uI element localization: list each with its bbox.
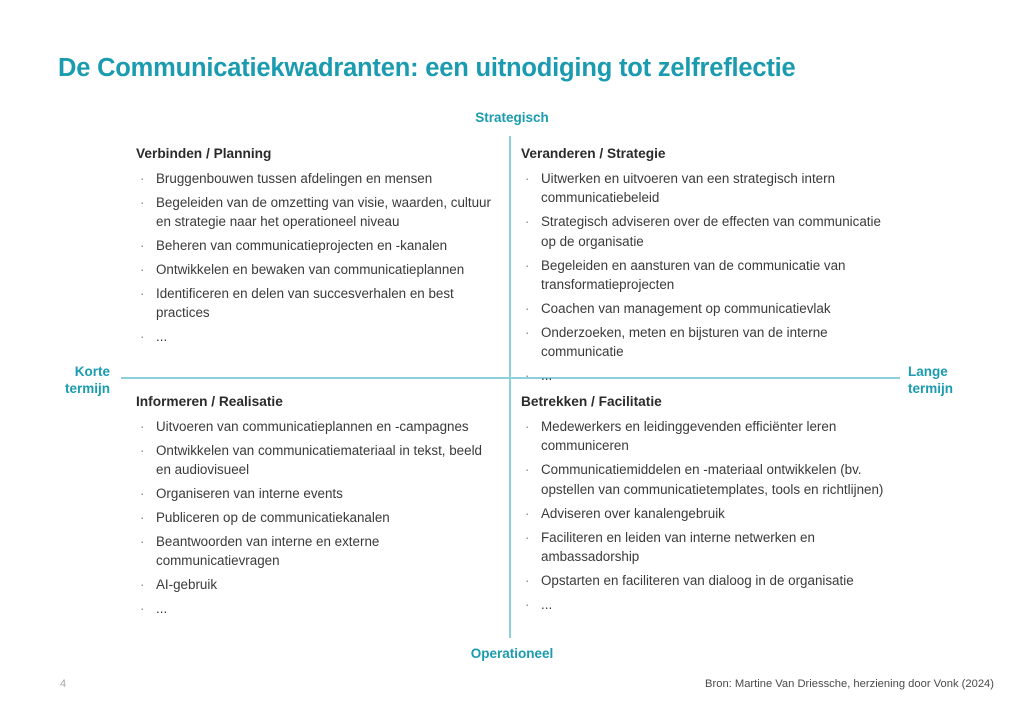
list-item (521, 595, 899, 614)
list-item-label: Faciliteren en leiden van interne netwerken en ambassadorship (541, 529, 815, 564)
list-item-label: Identificeren en delen van succesverhalen en best practices (156, 286, 454, 321)
list-item-label: Uitvoeren van communicatieplannen en -campagnes (156, 419, 469, 434)
source-attribution: Bron: Martine Van Driessche, herziening door Vonk (2024) (705, 678, 994, 690)
bullet-icon: · (140, 194, 145, 210)
bullet-icon: · (140, 419, 145, 434)
quadrant-item-list (136, 169, 500, 347)
page-title: De Communicatiekwadranten: een uitnodiging tot zelfreflectie (58, 54, 796, 82)
quadrant-heading: Veranderen / Strategie (521, 146, 666, 161)
bullet-icon: · (525, 505, 530, 521)
list-item-label: Ontwikkelen en bewaken van communicatieplannen (156, 262, 465, 278)
list-item (521, 528, 899, 567)
quadrant-item-list (521, 169, 891, 386)
list-item (136, 508, 500, 527)
list-item-label: Adviseren over kanalengebruik (541, 505, 725, 521)
bullet-icon: · (525, 214, 530, 230)
bullet-icon: · (140, 442, 145, 458)
list-item (521, 504, 899, 523)
list-item (136, 599, 500, 618)
list-item (136, 169, 500, 188)
list-item-label: Bruggenbouwen tussen afdelingen en mensen (156, 171, 433, 186)
axis-label-lange-termijn-line2: termijn (908, 381, 954, 396)
list-item (521, 299, 891, 318)
bullet-icon: · (525, 171, 530, 186)
list-item (136, 260, 500, 279)
list-item-label: ... (156, 601, 168, 617)
bullet-icon: · (140, 601, 145, 617)
axis-label-operationeel: Operationeel (470, 646, 554, 661)
bullet-icon: · (525, 419, 530, 434)
list-item (136, 532, 500, 571)
list-item-label: Begeleiden en aansturen van de communicatie van transformatieprojecten (541, 257, 846, 293)
list-item (521, 571, 899, 590)
list-item-label: ... (541, 596, 553, 612)
axis-label-korte-termijn-line2: termijn (64, 381, 110, 396)
quadrant-heading: Verbinden / Planning (136, 146, 272, 161)
bullet-icon: · (525, 300, 530, 316)
list-item-label: Publiceren op de communicatiekanalen (156, 510, 390, 526)
quadrant-informeren-realisatie (136, 394, 500, 623)
bullet-icon: · (525, 368, 530, 384)
list-item-label: Beheren van communicatieprojecten en -kanalen (156, 238, 448, 254)
list-item-label: Coachen van management op communicatievlak (541, 300, 831, 316)
list-item-label: ... (541, 368, 553, 384)
quadrant-verbinden-planning (136, 146, 500, 351)
bullet-icon: · (525, 462, 530, 478)
list-item-label: Beantwoorden van interne en externe communicatievragen (156, 534, 380, 569)
list-item (521, 417, 899, 456)
list-item-label: AI-gebruik (156, 577, 218, 593)
list-item (136, 236, 500, 255)
bullet-icon: · (140, 534, 145, 550)
bullet-icon: · (140, 286, 145, 302)
bullet-icon: · (140, 329, 145, 345)
quadrant-veranderen-strategie (521, 146, 891, 390)
quadrant-betrekken-facilitatie (521, 394, 899, 619)
bullet-icon: · (140, 577, 145, 593)
list-item (136, 484, 500, 503)
list-item (136, 417, 500, 436)
axis-label-korte-termijn-line1: Korte (74, 364, 110, 379)
list-item-label: ... (156, 329, 168, 345)
list-item (521, 169, 891, 208)
axis-label-lange-termijn (908, 363, 998, 397)
quadrant-heading: Betrekken / Facilitatie (521, 394, 662, 409)
quadrant-item-list (136, 417, 500, 619)
bullet-icon: · (140, 262, 145, 278)
list-item-label: Organiseren van interne events (156, 486, 343, 502)
quadrant-heading: Informeren / Realisatie (136, 394, 283, 409)
bullet-icon: · (140, 486, 145, 502)
list-item (136, 193, 500, 232)
axis-label-korte-termijn (30, 363, 110, 397)
bullet-icon: · (525, 596, 530, 612)
list-item-label: Communicatiemiddelen en -materiaal ontwikkelen (bv. opstellen van communicatietemplates, tools en richtlijnen) (541, 462, 884, 497)
list-item (521, 366, 891, 385)
list-item (136, 284, 500, 323)
bullet-icon: · (140, 510, 145, 526)
list-item (521, 256, 891, 295)
bullet-icon: · (525, 324, 530, 340)
list-item-label: Onderzoeken, meten en bijsturen van de interne communicatie (541, 324, 828, 360)
vertical-axis-line (509, 136, 511, 638)
page-number: 4 (60, 678, 67, 690)
list-item-label: Uitwerken en uitvoeren van een strategisch intern communicatiebeleid (541, 171, 836, 206)
axis-label-strategisch: Strategisch (475, 110, 549, 125)
list-item-label: Begeleiden van de omzetting van visie, waarden, cultuur en strategie naar het operationeel niveau (156, 194, 491, 230)
axis-label-lange-termijn-line1: Lange (908, 364, 948, 379)
quadrant-item-list (521, 417, 899, 614)
list-item (521, 460, 899, 499)
bullet-icon: · (525, 257, 530, 273)
list-item-label: Medewerkers en leidinggevenden efficiënter leren communiceren (541, 419, 837, 454)
list-item (136, 575, 500, 594)
bullet-icon: · (525, 572, 530, 588)
list-item (521, 323, 891, 362)
bullet-icon: · (525, 529, 530, 545)
bullet-icon: · (140, 171, 145, 186)
list-item-label: Opstarten en faciliteren van dialoog in de organisatie (541, 572, 854, 588)
list-item-label: Ontwikkelen van communicatiemateriaal in tekst, beeld en audiovisueel (156, 442, 482, 478)
bullet-icon: · (140, 238, 145, 254)
list-item (521, 212, 891, 251)
list-item (136, 327, 500, 346)
list-item (136, 441, 500, 480)
list-item-label: Strategisch adviseren over de effecten van communicatie op de organisatie (541, 214, 881, 249)
